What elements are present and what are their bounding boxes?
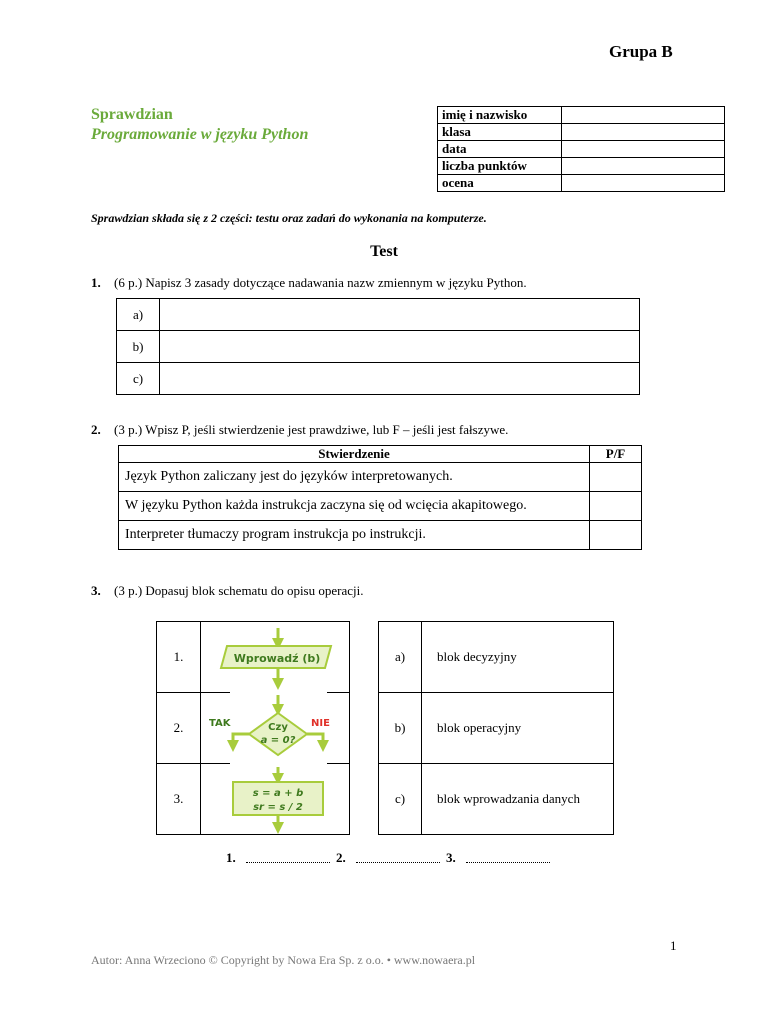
question-text: (3 p.) Dopasuj blok schematu do opisu operacji. bbox=[114, 583, 364, 598]
pf-answer-cell[interactable] bbox=[590, 521, 642, 550]
question-text: (3 p.) Wpisz P, jeśli stwierdzenie jest prawdziwe, lub F – jeśli jest fałszywe. bbox=[114, 422, 509, 437]
info-row bbox=[438, 158, 725, 175]
flow-row-number: 3. bbox=[173, 791, 184, 806]
flow-arrow-no bbox=[307, 734, 323, 746]
column-header-statement: Stwierdzenie bbox=[119, 446, 590, 463]
answer-cell[interactable] bbox=[160, 299, 640, 331]
description-key: c) bbox=[394, 791, 406, 806]
answer-key: b) bbox=[117, 331, 160, 363]
group-label: Grupa B bbox=[609, 42, 673, 61]
match-label: 3. bbox=[446, 850, 456, 865]
answer-key: a) bbox=[117, 299, 160, 331]
pf-answer-cell[interactable] bbox=[590, 492, 642, 521]
section-title: Test bbox=[370, 243, 398, 260]
answer-row bbox=[117, 363, 640, 395]
flow-row-number: 1. bbox=[173, 649, 184, 664]
question-number: 3. bbox=[91, 583, 101, 598]
info-row bbox=[438, 124, 725, 141]
info-row bbox=[438, 141, 725, 158]
info-label: liczba punktów bbox=[438, 158, 562, 175]
intro-text: Sprawdzian składa się z 2 części: testu oraz zadań do wykonania na komputerze. bbox=[91, 211, 487, 225]
pf-answer-cell[interactable] bbox=[590, 463, 642, 492]
info-label: imię i nazwisko bbox=[438, 107, 562, 124]
info-value-cell[interactable] bbox=[562, 158, 725, 175]
statement-text: Język Python zaliczany jest do języków interpretowanych. bbox=[119, 463, 590, 492]
page-number: 1 bbox=[670, 938, 677, 953]
answer-cell[interactable] bbox=[160, 331, 640, 363]
student-info-table bbox=[437, 106, 725, 192]
input-block-text: Wprowadź (b) bbox=[233, 652, 321, 665]
flowchart-table bbox=[156, 621, 350, 835]
question-2 bbox=[91, 422, 508, 438]
answer-table bbox=[116, 298, 640, 395]
info-value-cell[interactable] bbox=[562, 124, 725, 141]
description-text: blok operacyjny bbox=[437, 720, 522, 735]
footer-copyright: Autor: Anna Wrzeciono © Copyright by Nowa Era Sp. z o.o. • www.nowaera.pl bbox=[91, 953, 476, 967]
flowchart-diagram bbox=[201, 622, 349, 834]
info-value-cell[interactable] bbox=[562, 141, 725, 158]
answer-key: c) bbox=[117, 363, 160, 395]
no-label: NIE bbox=[311, 718, 330, 729]
info-value-cell[interactable] bbox=[562, 107, 725, 124]
answer-row bbox=[117, 331, 640, 363]
description-key: a) bbox=[394, 649, 406, 664]
info-row bbox=[438, 175, 725, 192]
flow-row-number: 2. bbox=[173, 720, 184, 735]
document-subtitle: Programowanie w języku Python bbox=[91, 126, 309, 143]
answer-row bbox=[117, 299, 640, 331]
process-text-line2: sr = s / 2 bbox=[253, 802, 303, 813]
info-label: klasa bbox=[438, 124, 562, 141]
question-number: 1. bbox=[91, 275, 101, 290]
table-row bbox=[119, 492, 642, 521]
table-row bbox=[119, 463, 642, 492]
description-text: blok decyzyjny bbox=[437, 649, 517, 664]
process-text-line1: s = a + b bbox=[252, 788, 304, 799]
info-value-cell[interactable] bbox=[562, 175, 725, 192]
flow-arrow-yes bbox=[233, 734, 249, 746]
match-label: 2. bbox=[336, 850, 346, 865]
match-answer-line[interactable] bbox=[246, 862, 330, 863]
match-label: 1. bbox=[226, 850, 236, 865]
true-false-table bbox=[118, 445, 642, 550]
decision-block bbox=[249, 713, 307, 755]
question-number: 2. bbox=[91, 422, 101, 437]
statement-text: Interpreter tłumaczy program instrukcja po instrukcji. bbox=[119, 521, 590, 550]
column-header-pf: P/F bbox=[590, 446, 642, 463]
match-answer-line[interactable] bbox=[356, 862, 440, 863]
table-row bbox=[119, 521, 642, 550]
document-title: Sprawdzian bbox=[91, 106, 173, 123]
yes-label: TAK bbox=[209, 718, 231, 729]
info-label: ocena bbox=[438, 175, 562, 192]
description-table bbox=[378, 621, 614, 835]
decision-text-line2: a = 0? bbox=[260, 735, 296, 746]
question-1 bbox=[91, 275, 527, 291]
answer-cell[interactable] bbox=[160, 363, 640, 395]
match-answer-line[interactable] bbox=[466, 862, 550, 863]
info-label: data bbox=[438, 141, 562, 158]
info-row bbox=[438, 107, 725, 124]
question-3 bbox=[91, 583, 363, 599]
table-header-row bbox=[119, 446, 642, 463]
decision-text-line1: Czy bbox=[268, 722, 288, 733]
statement-text: W języku Python każda instrukcja zaczyna się od wcięcia akapitowego. bbox=[119, 492, 590, 521]
question-text: (6 p.) Napisz 3 zasady dotyczące nadawania nazw zmiennym w języku Python. bbox=[114, 275, 527, 290]
description-text: blok wprowadzania danych bbox=[437, 791, 580, 806]
description-key: b) bbox=[394, 720, 406, 735]
